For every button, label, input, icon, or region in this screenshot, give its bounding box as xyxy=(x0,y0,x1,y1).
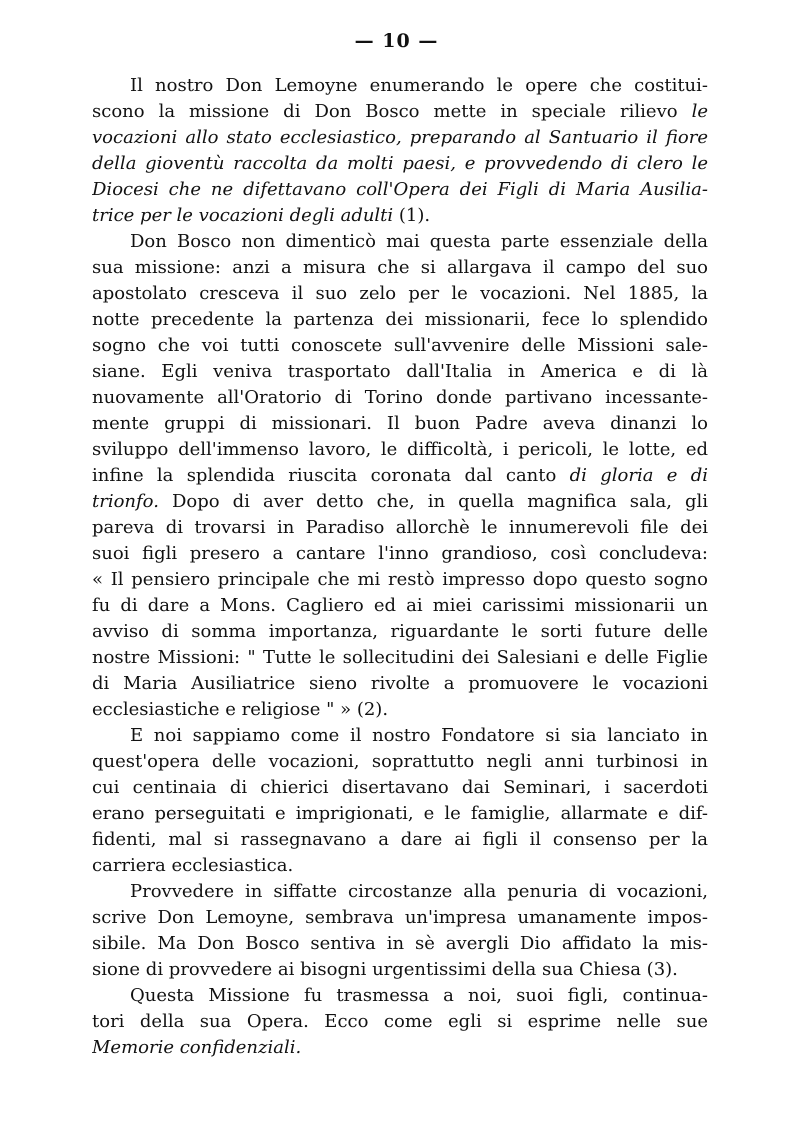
text-segment: suoi figli presero a cantare l'inno grandioso, così concludeva: xyxy=(92,543,708,564)
text-line xyxy=(92,1009,708,1035)
text-segment: carriera ecclesiastica. xyxy=(92,855,294,876)
text-line xyxy=(92,255,708,281)
italic-text-segment: di gloria e di xyxy=(569,465,708,486)
text-line xyxy=(92,489,708,515)
italic-text-segment: trionfo. xyxy=(92,491,159,512)
text-segment: cui centinaia di chierici disertavano dai Seminari, i sacerdoti xyxy=(92,777,708,798)
text-segment: sua missione: anzi a misura che si allargava il campo del suo xyxy=(92,257,708,278)
text-line xyxy=(92,73,708,99)
text-segment: fu di dare a Mons. Cagliero ed ai miei carissimi missionarii un xyxy=(92,595,708,616)
text-line xyxy=(92,463,708,489)
italic-text-segment: trice per le vocazioni degli adulti xyxy=(92,205,394,226)
text-segment: nostre Missioni: " Tutte le sollecitudini dei Salesiani e delle Figlie xyxy=(92,647,708,668)
italic-text-segment: le xyxy=(691,101,708,122)
text-segment: notte precedente la partenza dei missionarii, fece lo splendido xyxy=(92,309,708,330)
text-segment: avviso di somma importanza, riguardante le sorti future delle xyxy=(92,621,708,642)
text-segment: scrive Don Lemoyne, sembrava un'impresa umanamente impos- xyxy=(92,907,708,928)
text-segment: Provvedere in siffatte circostanze alla penuria di vocazioni, xyxy=(130,881,708,902)
text-line xyxy=(92,177,708,203)
text-line xyxy=(92,125,708,151)
text-line xyxy=(92,775,708,801)
text-line xyxy=(92,723,708,749)
text-line xyxy=(92,151,708,177)
text-segment: Dopo di aver detto che, in quella magnifica sala, gli xyxy=(158,491,708,512)
text-line xyxy=(92,853,708,879)
text-line xyxy=(92,749,708,775)
page-number: — 10 — xyxy=(354,30,439,52)
text-line xyxy=(92,359,708,385)
text-segment: tori della sua Opera. Ecco come egli si esprime nelle sue xyxy=(92,1011,708,1032)
text-line xyxy=(92,203,708,229)
text-segment: Don Bosco non dimenticò mai questa parte essenziale della xyxy=(130,231,708,252)
text-segment: « Il pensiero principale che mi restò impresso dopo questo sogno xyxy=(92,569,708,590)
text-line xyxy=(92,801,708,827)
text-line xyxy=(92,697,708,723)
text-segment: nuovamente all'Oratorio di Torino donde partivano incessante- xyxy=(92,387,708,408)
text-line xyxy=(92,567,708,593)
text-segment: siane. Egli veniva trasportato dall'Italia in America e di là xyxy=(92,361,708,382)
text-line xyxy=(92,931,708,957)
italic-text-segment: della gioventù raccolta da molti paesi, e provvedendo di clero le xyxy=(92,153,708,174)
text-line xyxy=(92,1035,708,1061)
text-segment: sione di provvedere ai bisogni urgentissimi della sua Chiesa (3). xyxy=(92,959,678,980)
text-segment: erano perseguitati e imprigionati, e le famiglie, allarmate e dif- xyxy=(92,803,708,824)
text-segment: scono la missione di Don Bosco mette in speciale rilievo xyxy=(92,101,692,122)
text-line xyxy=(92,437,708,463)
text-segment: E noi sappiamo come il nostro Fondatore si sia lanciato in xyxy=(130,725,708,746)
text-segment: sogno che voi tutti conoscete sull'avvenire delle Missioni sale- xyxy=(92,335,708,356)
text-segment: di Maria Ausiliatrice sieno rivolte a promuovere le vocazioni xyxy=(92,673,708,694)
text-line xyxy=(92,905,708,931)
text-line xyxy=(92,983,708,1009)
text-segment: pareva di trovarsi in Paradiso allorchè le innumerevoli file dei xyxy=(92,517,708,538)
text-line xyxy=(92,957,708,983)
text-line xyxy=(92,281,708,307)
text-line xyxy=(92,645,708,671)
text-line xyxy=(92,515,708,541)
text-segment: Il nostro Don Lemoyne enumerando le opere che costitui- xyxy=(130,75,708,96)
text-segment: (1). xyxy=(393,205,431,226)
italic-text-segment: vocazioni allo stato ecclesiastico, preparando al Santuario il fiore xyxy=(92,127,708,148)
text-segment: sviluppo dell'immenso lavoro, le difficoltà, i pericoli, le lotte, ed xyxy=(92,439,708,460)
body-text xyxy=(92,73,708,1061)
text-line xyxy=(92,619,708,645)
text-line xyxy=(92,827,708,853)
text-segment: fidenti, mal si rassegnavano a dare ai figli il consenso per la xyxy=(92,829,708,850)
text-segment: infine la splendida riuscita coronata dal canto xyxy=(92,465,570,486)
text-segment: apostolato cresceva il suo zelo per le vocazioni. Nel 1885, la xyxy=(92,283,708,304)
text-line xyxy=(92,593,708,619)
text-line xyxy=(92,879,708,905)
text-line xyxy=(92,333,708,359)
italic-text-segment: Memorie confidenziali. xyxy=(92,1037,302,1058)
text-segment: sibile. Ma Don Bosco sentiva in sè avergli Dio affidato la mis- xyxy=(92,933,708,954)
text-line xyxy=(92,671,708,697)
text-line xyxy=(92,99,708,125)
text-line xyxy=(92,411,708,437)
text-segment: Questa Missione fu trasmessa a noi, suoi figli, continua- xyxy=(130,985,708,1006)
text-segment: quest'opera delle vocazioni, soprattutto negli anni turbinosi in xyxy=(92,751,708,772)
italic-text-segment: Diocesi che ne difettavano coll'Opera dei Figli di Maria Ausilia- xyxy=(92,179,708,200)
text-line xyxy=(92,307,708,333)
text-line xyxy=(92,229,708,255)
text-line xyxy=(92,385,708,411)
text-line xyxy=(92,541,708,567)
text-segment: mente gruppi di missionari. Il buon Padre aveva dinanzi lo xyxy=(92,413,708,434)
text-segment: ecclesiastiche e religiose " » (2). xyxy=(92,699,389,720)
